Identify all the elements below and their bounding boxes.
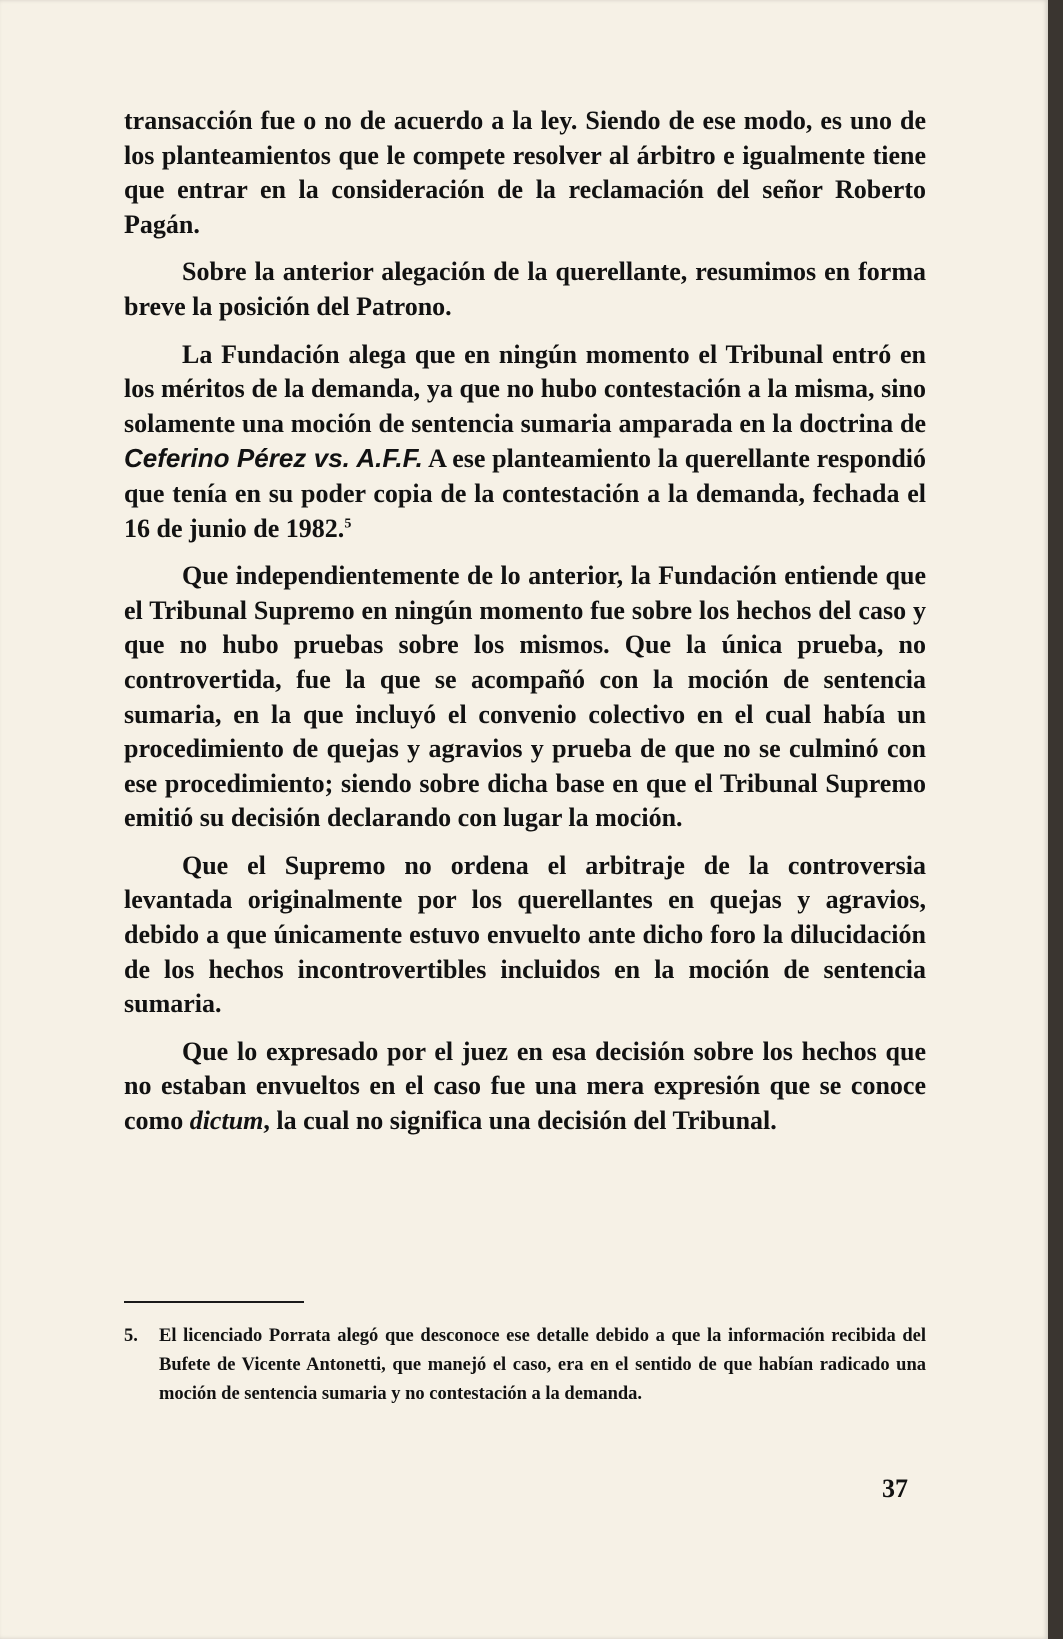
paragraph-2: Sobre la anterior alegación de la querellante, resumimos en forma breve la posición del Patrono. <box>124 257 926 321</box>
case-citation: Ceferino Pérez vs. A.F.F. <box>124 443 423 474</box>
page-number: 37 <box>882 1474 908 1503</box>
paragraph-4: Que independientemente de lo anterior, la Fundación entiende que el Tribunal Supremo en ningún momento fue sobre los hechos del caso y que no hubo pruebas sobre los mismos. Que la única prueba, no controvertida, fue la que se acompañó con la moción de sentencia sumaria, en la que incluyó el convenio colectivo en el cual había un procedimiento de quejas y agravios y prueba de que no se culminó con ese procedimiento; siendo sobre dicha base en que el Tribunal Supremo emitió su decisión declarando con lugar la moción. <box>124 561 926 833</box>
paragraph-6 <box>124 1035 926 1139</box>
paragraph-3-text-before: La Fundación alega que en ningún momento el Tribunal entró en los méritos de la demanda, ya que no hubo contestación a la misma, sino solamente una moción de sentencia sumaria amparada en la doctrina de <box>124 339 926 438</box>
paragraph-5: Que el Supremo no ordena el arbitraje de la controversia levantada originalmente por los querellantes en quejas y agravios, debido a que únicamente estuvo envuelto ante dicho foro la dilucidación de los hechos incontrovertibles incluidos en la moción de sentencia sumaria. <box>124 850 926 1019</box>
footnote <box>124 1322 926 1409</box>
footnote-reference: 5 <box>344 515 352 531</box>
footnote-text: El licenciado Porrata alegó que desconoce ese detalle debido a que la información recibida del Bufete de Vicente Antonetti, que manejó el caso, era en el sentido de que habían radicado una moción de sentencia sumaria y no contestación a la demanda. <box>159 1326 926 1404</box>
paragraph-1: transacción fue o no de acuerdo a la ley. Siendo de ese modo, es uno de los planteamientos que le compete resolver al árbitro e igualmente tiene que entrar en la consideración de la reclamación del señor Roberto Pagán. <box>124 106 926 239</box>
paragraph-3 <box>124 338 926 547</box>
paragraph-6-text-after: , la cual no significa una decisión del Tribunal. <box>263 1106 777 1136</box>
dictum-term: dictum <box>189 1106 264 1136</box>
paragraph-3-text-after: A ese planteamiento la querellante respondió que tenía en su poder copia de la contestación a la demanda, fechada el 16 de junio de 1982. <box>124 444 927 543</box>
footnote-divider <box>124 1301 304 1303</box>
paragraph-6-text-before: Que lo expresado por el juez en esa decisión sobre los hechos que no estaban envueltos en el caso fue una mera expresión que se conoce como <box>124 1036 926 1136</box>
footnote-number: 5. <box>124 1326 138 1346</box>
body-text <box>124 104 926 1152</box>
